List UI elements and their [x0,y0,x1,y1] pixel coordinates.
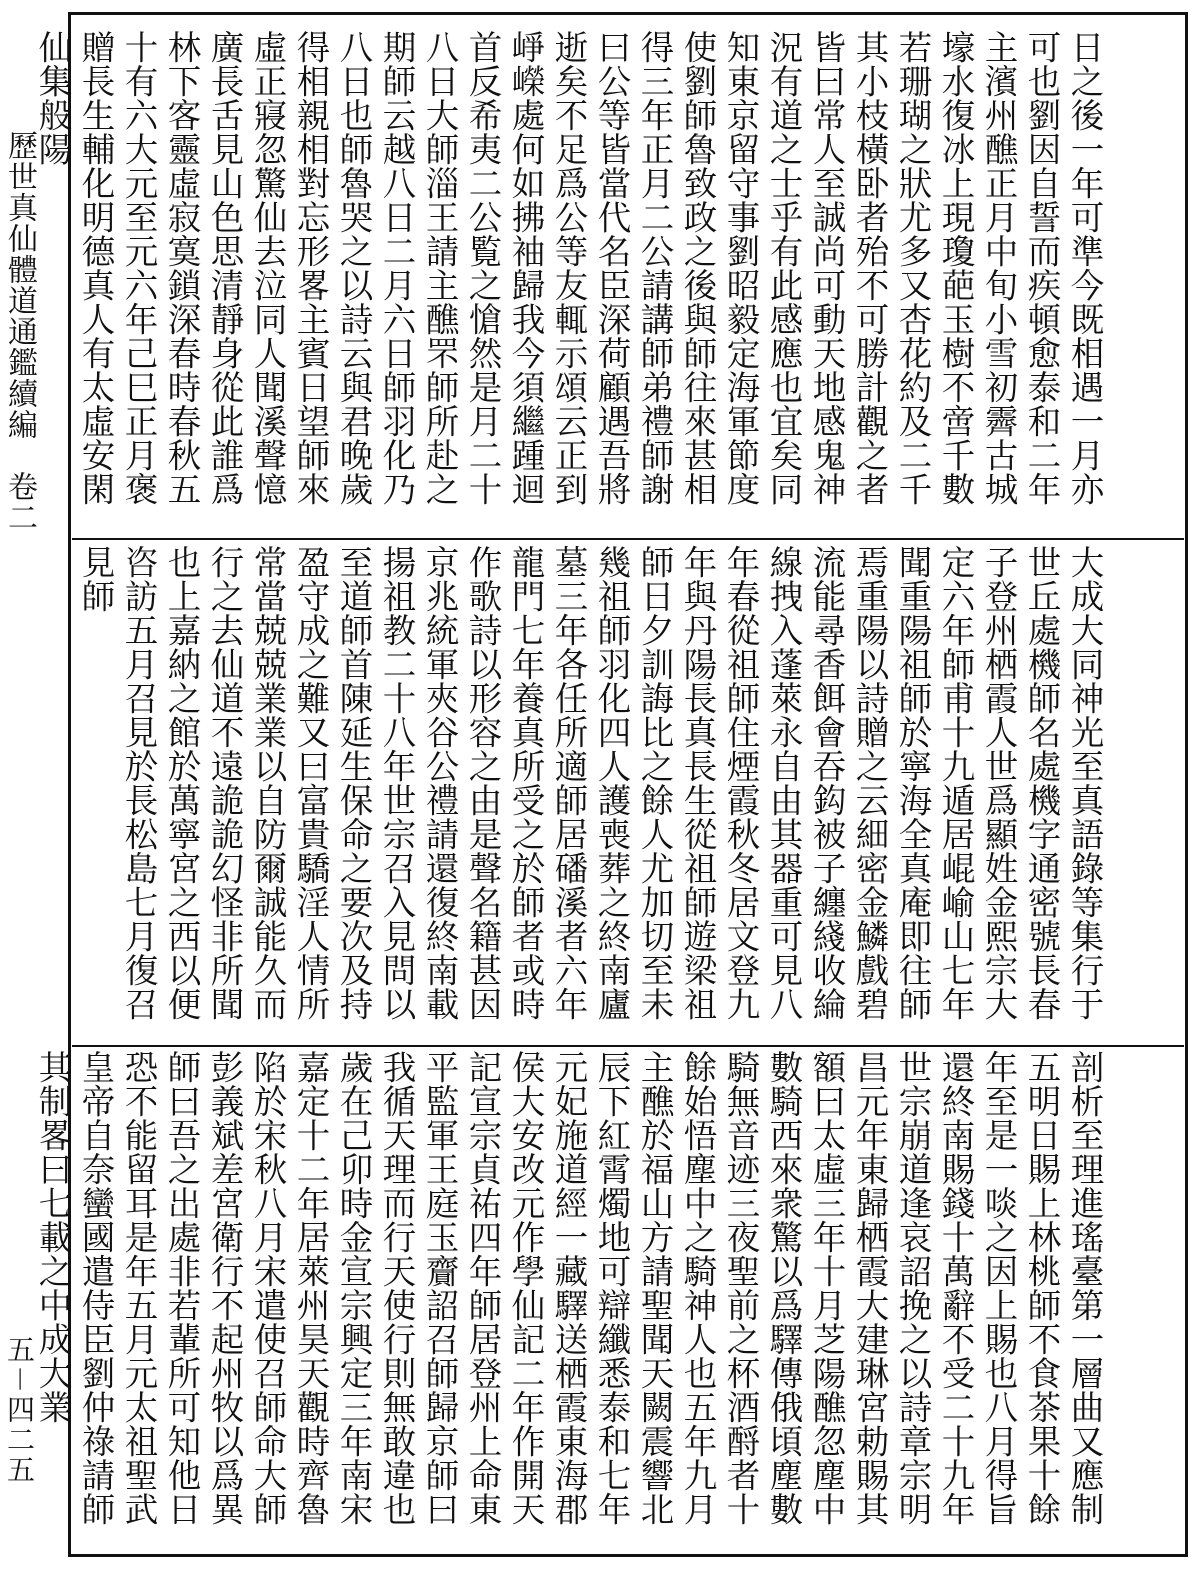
panel-divider [72,1045,1184,1047]
page-number: 五－四二五 [3,1335,36,1486]
text-column-block [76,545,1106,1035]
text-column-block [33,30,1106,533]
book-title: 歷世真仙體道通鑑續編 卷二 [2,130,37,533]
body-text: 剖析至理進瑤臺第一層曲又應制五明日賜上林桃師不食茶果十餘年至是一啖之因上賜也八月得旨還終南賜錢十萬辭不受二十九年世宗崩道逢哀詔挽之以詩章宗明昌元年東歸栖霞大建琳宮勅賜其額曰太虛三年十月芝陽醮忽塵中數騎西來衆驚以爲驛傳俄頃塵數騎無音迹三夜聖前之杯酒酹者十餘始悟塵中之騎神人也五年九月主醮於福山方請聖聞天闕震響北辰下紅霄燭地可辯纖悉泰和七年元妃施道經一藏驛送栖霞東海郡侯大安改元作學仙記二年作開天記宣宗貞祐四年師居登州上命東平監軍王庭玉齎詔召師歸京師曰我循天理而行天使行則無敢違也歲在己卯時金宣宗興定三年南宋嘉定十二年居萊州昊天觀時齊魯陷於宋秋八月宋遣使召師命大師彭義斌差宮衛行不起州牧以爲異師曰吾之出處非若輩所可知他日恐不能留耳是年五月元太祖聖武皇帝自奈蠻國遣侍臣劉仲祿請師其制畧曰七載之中成大業 [33,1050,1104,1526]
body-text: 日之後一年可準今既相遇一月亦可也劉因自誓而疾頓愈泰和二年主濱州醮正月中旬小雪初霽古城壕水復冰上現瓊葩玉樹不啻千數若珊瑚之狀尤多又杏花約及二千其小枝橫卧者殆不可勝計觀之者皆曰常人至誠尚可動天地感鬼神況有道之士乎有此感應也宜矣同知東京留守事劉昭毅定海軍節度使劉師魯致政之後與師往來甚相得三年正月二公請講師弟禮師謝曰公等皆當代名臣深荷顧遇吾將逝矣不足爲公等友輒示頌云正到崢嶸處何如拂袖歸我今須繼踵迴首反希夷二公覧之愴然是月二十八日大師淄王請主醮罘師所赴之期師云越八日二月六日師羽化乃八日也師魯哭之以詩云與君晚歲得相親相對忘形畧主賓日望師來虛正寢忽驚仙去泣同人聞溪聲憶廣長舌見山色思清靜身從此誰爲林下客靈虛寂寞鎖深春時春秋五十有六大元至元六年己巳正月褒贈長生輔化明德真人有太虛安閑仙集般陽 [33,30,1104,506]
text-column-block [33,1050,1106,1550]
panel-divider [72,538,1184,540]
entry-name: 丘處機 [1022,579,1061,681]
text-panel-middle [72,545,1184,1035]
heading-text: 大成大同神光至真語錄等集行于世 [1022,545,1104,1021]
text-panel-upper [33,30,1184,533]
text-panel-lower [33,1050,1184,1550]
body-text: 師名處機字通密號長春子登州栖霞人世爲顯姓金熙宗大定六年師甫十九遁居崐崳山七年聞重陽祖師於寧海全真庵即往師焉重陽以詩贈之云細密金鱗戲碧流能尋香餌會吞鈎被子纏綫收綸線拽入蓬萊永自由其器重可見八年春從祖師住煙霞秋冬居文登九年與丹陽長真長生從祖師遊梁祖師日夕訓誨比之餘人尤加切至未幾祖師羽化四人護喪葬之終南廬墓三年各任所適師居磻溪者六年龍門七年養真所受之於師者或時作歌詩以形容之由是聲名籍甚因京兆統軍夾谷公禮請還復終南載揚祖教二十八年世宗召入見問以至道師首陳延生保命之要次及持盈守成之難又曰富貴驕淫人情所常當兢兢業業以自防爾誠能久而行之去仙道不遠詭詭幻怪非所聞也上嘉納之館於萬寧宮之西以便咨訪五月召見於長松島七月復召見師 [76,545,1061,1021]
